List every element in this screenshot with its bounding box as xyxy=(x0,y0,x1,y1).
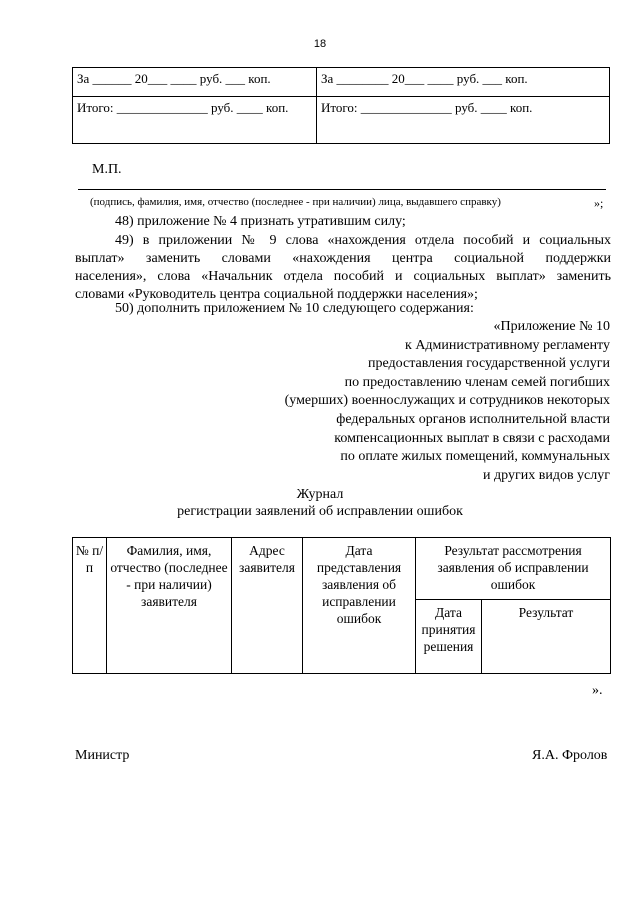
header-date: Дата представления заявления об исправлении ошибок xyxy=(303,538,416,674)
appendix-line: федеральных органов исполнительной власти xyxy=(336,411,610,427)
stamp-label: М.П. xyxy=(92,162,122,177)
table-row xyxy=(73,97,610,144)
item-48: 48) приложение № 4 признать утратившим силу; xyxy=(115,214,406,229)
appendix-line: предоставления государственной услуги xyxy=(368,356,610,372)
minister-name: Я.А. Фролов xyxy=(532,748,608,763)
appendix-line: по предоставлению членам семей погибших xyxy=(344,374,610,390)
journal-subtitle: регистрации заявлений об исправлении ошибок xyxy=(177,504,463,519)
table-row xyxy=(73,538,611,600)
signature-line xyxy=(78,189,606,190)
journal-title: Журнал xyxy=(296,487,344,502)
item-49-line: 49) в приложении № 9 слова «нахождения отдела пособий и социальных xyxy=(115,233,611,248)
appendix-line: по оплате жилых помещений, коммунальных xyxy=(340,449,610,465)
table-cell: Итого: ______________ руб. ____ коп. xyxy=(73,97,317,144)
journal-table xyxy=(72,537,611,674)
minister-title: Министр xyxy=(75,748,130,763)
header-name: Фамилия, имя, отчество (последнее - при наличии) заявителя xyxy=(107,538,232,674)
closing-mark: ». xyxy=(592,683,603,698)
page-number: 18 xyxy=(313,38,327,50)
table-row xyxy=(73,68,610,97)
signature-caption: (подпись, фамилия, имя, отчество (последнее - при наличии) лица, выдавшего справку) xyxy=(90,196,501,208)
table-cell: Итого: ______________ руб. ____ коп. xyxy=(317,97,610,144)
table-cell: За ________ 20___ ____ руб. ___ коп. xyxy=(317,68,610,97)
item-49-line: словами «Руководитель центра социальной поддержки населения»; xyxy=(75,287,478,302)
header-result: Результат xyxy=(482,600,611,674)
item-49-line: выплат» заменить словами «нахождения центра социальной поддержки xyxy=(75,251,611,266)
header-num: № п/п xyxy=(73,538,107,674)
item-50: 50) дополнить приложением № 10 следующего содержания: xyxy=(115,301,474,316)
header-decision-date: Дата принятия решения xyxy=(416,600,482,674)
signature-caption-end: »; xyxy=(594,196,604,210)
appendix-header xyxy=(250,318,610,485)
appendix-line: «Приложение № 10 xyxy=(493,319,610,334)
table-cell: За ______ 20___ ____ руб. ___ коп. xyxy=(73,68,317,97)
payment-table xyxy=(72,67,610,144)
appendix-line: компенсационных выплат в связи с расходами xyxy=(334,430,610,446)
header-address: Адрес заявителя xyxy=(232,538,303,674)
header-result-group: Результат рассмотрения заявления об исправлении ошибок xyxy=(416,538,611,600)
item-49-line: населения», слова «Начальник отдела пособий и социальных выплат» заменить xyxy=(75,269,611,284)
appendix-line: к Административному регламенту xyxy=(405,337,610,353)
appendix-line: и других видов услуг xyxy=(483,467,610,483)
appendix-line: (умерших) военнослужащих и сотрудников некоторых xyxy=(284,393,610,409)
